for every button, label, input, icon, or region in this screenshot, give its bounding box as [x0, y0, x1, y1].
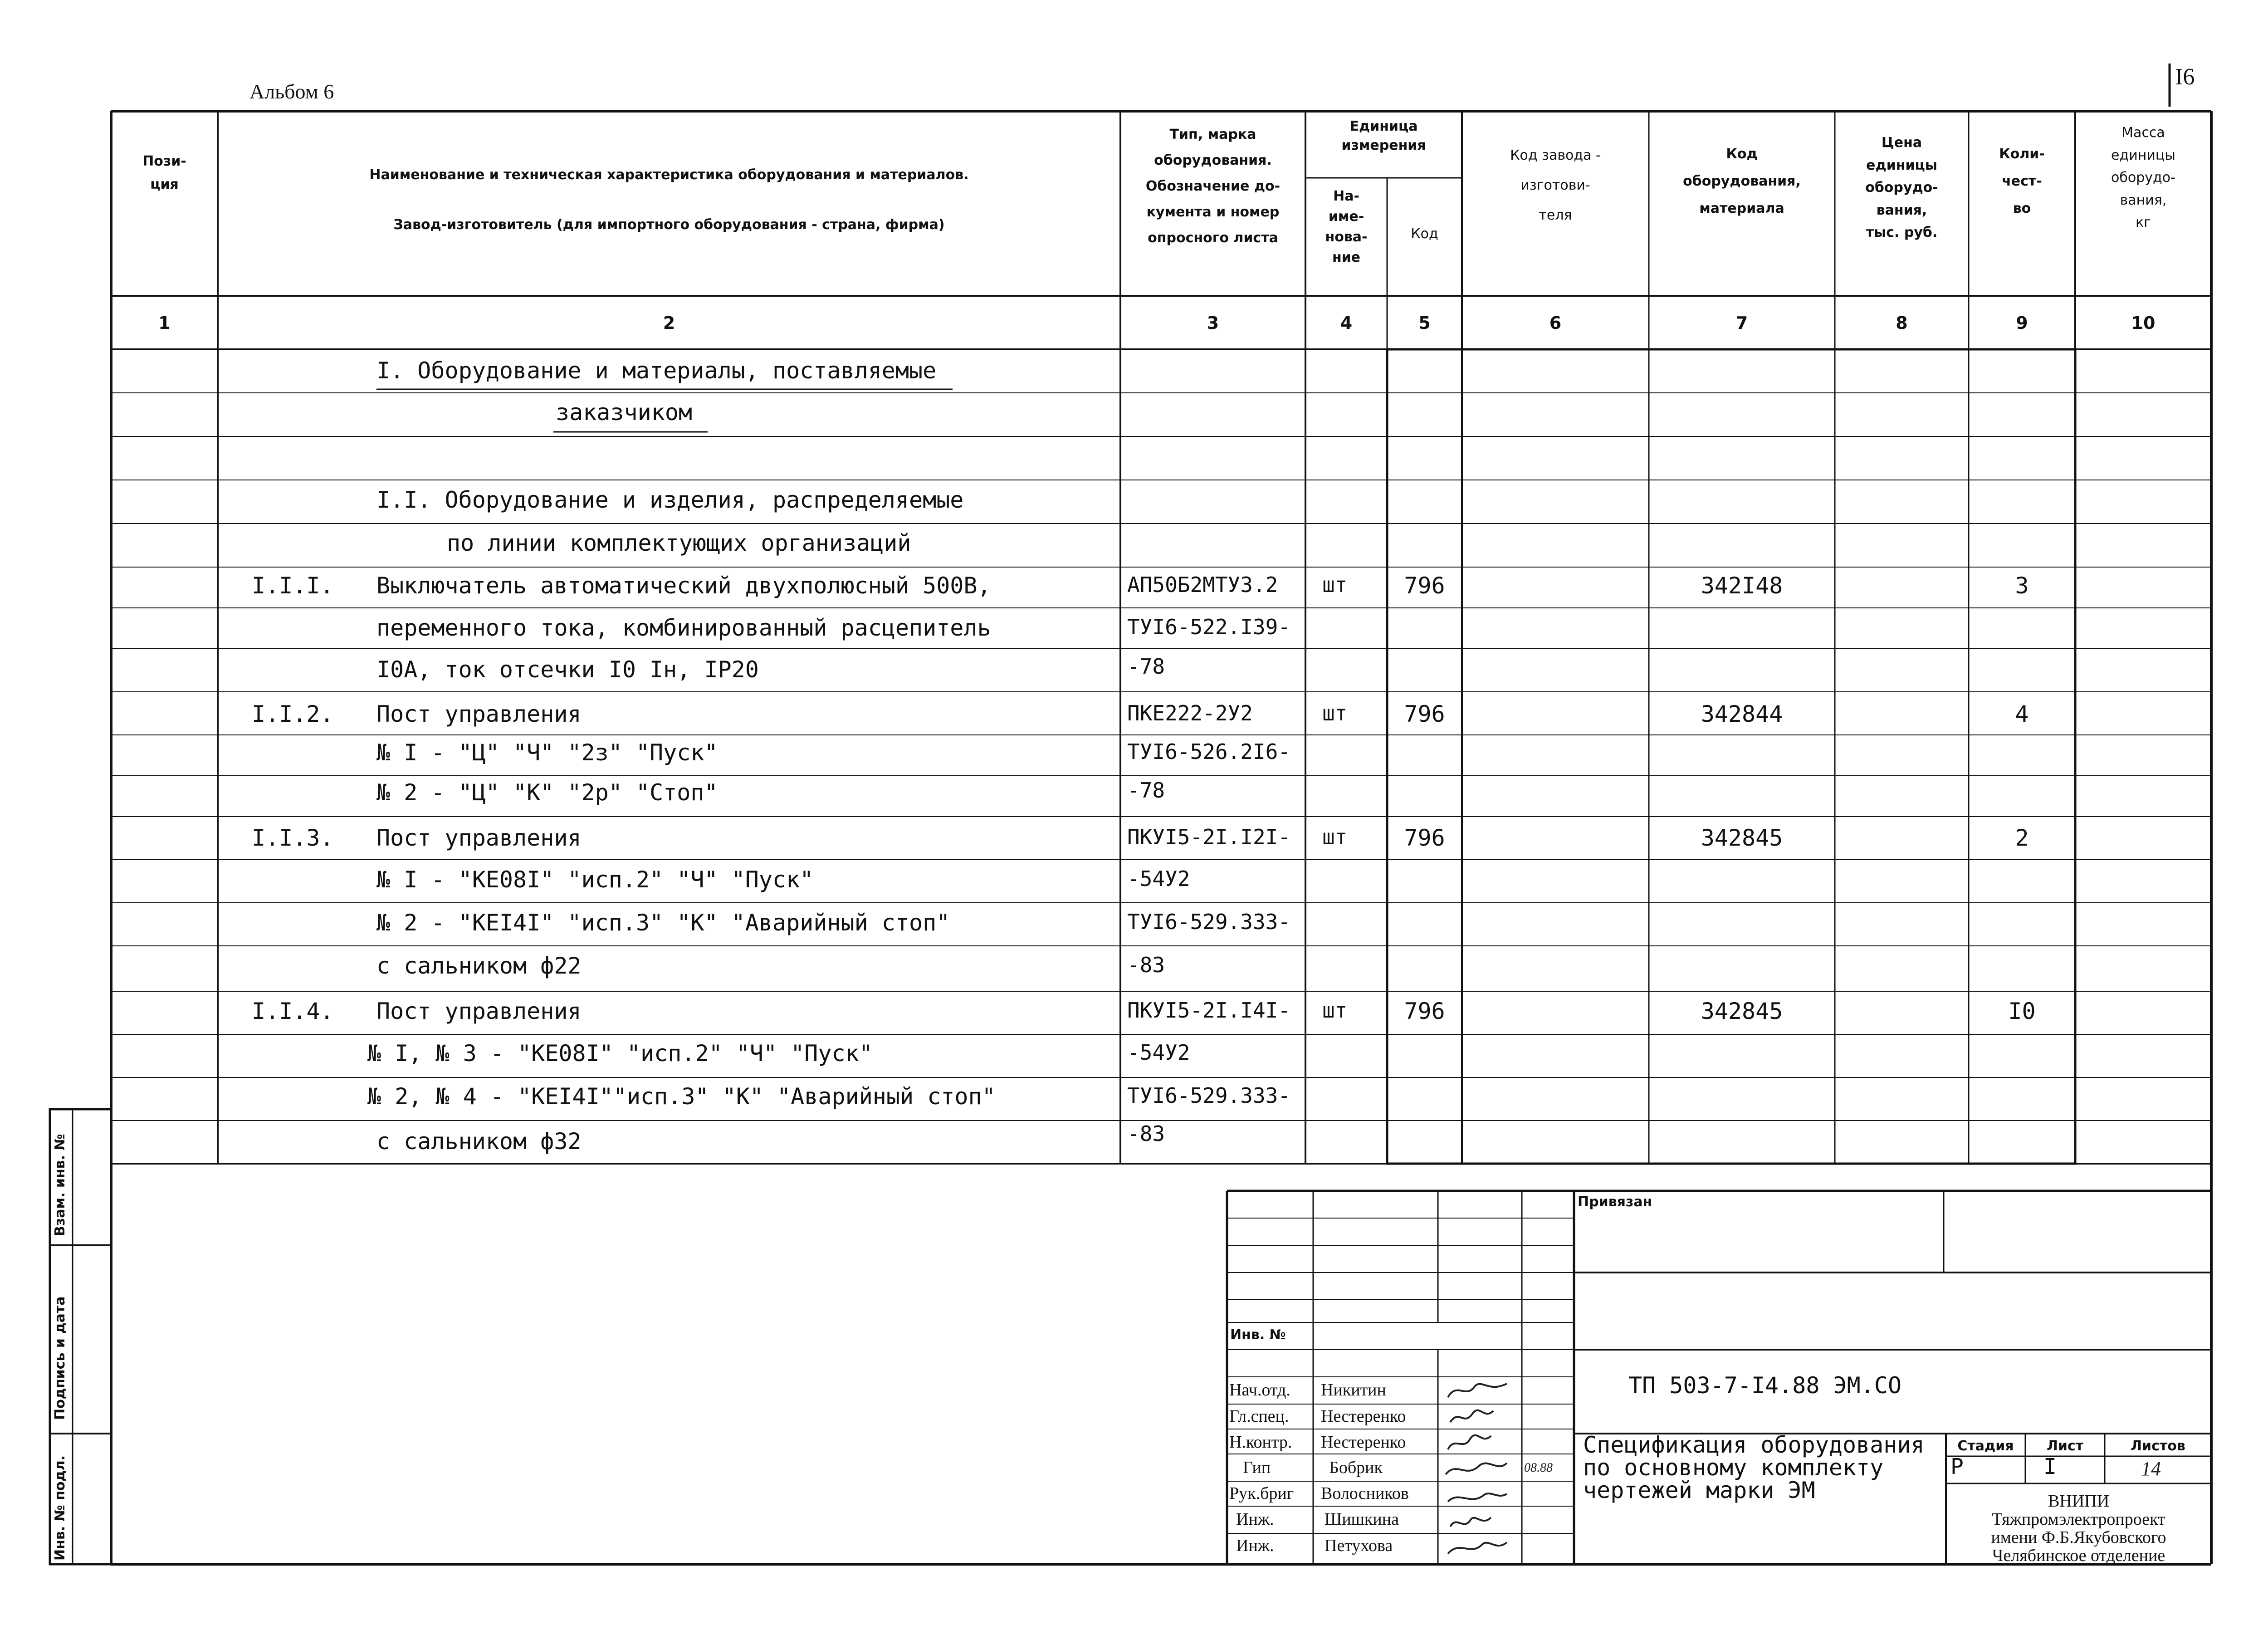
row-position: I.I.2. [252, 701, 334, 727]
row-type: -54У2 [1127, 866, 1190, 891]
row-unit-code: 796 [1404, 998, 1445, 1024]
row-type: ТУI6-529.333- [1127, 1083, 1291, 1108]
row-unit-code: 796 [1404, 573, 1445, 599]
row-position: I.I.4. [252, 998, 334, 1024]
row-unit-code: 796 [1404, 701, 1445, 727]
row-name: I0А, ток отсечки I0 Iн, IP20 [376, 656, 759, 683]
row-unit-code: 796 [1404, 825, 1445, 851]
row-unit: шт [1322, 573, 1348, 597]
staff-name: Бобрик [1329, 1458, 1383, 1477]
header-equipment-code: Код оборудования, материала [1683, 146, 1801, 216]
privyazan-label: Привязан [1578, 1194, 1652, 1210]
staff-name: Нестеренко [1321, 1407, 1406, 1426]
staff-name: Волосников [1321, 1484, 1409, 1503]
row-quantity: 2 [2015, 825, 2029, 851]
row-equipment-code: 342845 [1701, 825, 1783, 851]
row-name: переменного тока, комбинированный расцепитель [376, 615, 991, 641]
col-number: 1 [158, 313, 171, 333]
row-position: I.I.I. [252, 573, 334, 599]
stamp-original-inv: Инв. № подл. [52, 1455, 68, 1561]
header-unit: Единица измерения [1341, 118, 1426, 153]
row-name: Выключатель автоматический двухполюсный 500В, [376, 573, 991, 599]
signature-date: 08.88 [1524, 1461, 1553, 1475]
row-type: -78 [1127, 654, 1165, 679]
col-number: 4 [1340, 313, 1353, 333]
staff-name: Шишкина [1325, 1510, 1399, 1529]
row-type: ПКУI5-2I.I4I- [1127, 998, 1291, 1023]
sheet-value: I [2043, 1454, 2057, 1479]
sheet-label: Лист [2046, 1438, 2084, 1454]
sheet-number: I6 [2175, 64, 2195, 90]
row-type: АП50Б2МТУЗ.2 [1127, 573, 1278, 597]
section-title: I. Оборудование и материалы, поставляемые [376, 357, 937, 384]
row-name: № I - "КЕ08I" "исп.2" "Ч" "Пуск" [376, 866, 814, 893]
row-type: ПКЕ222-2У2 [1127, 701, 1253, 725]
stage-value: Р [1950, 1454, 1964, 1479]
row-unit: шт [1322, 701, 1348, 725]
row-type: -78 [1127, 778, 1165, 803]
row-name: № I - "Ц" "Ч" "2з" "Пуск" [376, 739, 718, 766]
col-number: 5 [1418, 313, 1431, 333]
row-name: № 2, № 4 - "КЕI4I""исп.3" "К" "Аварийный стоп" [367, 1083, 996, 1110]
row-quantity: I0 [2008, 998, 2036, 1024]
header-name-line1: Наименование и техническая характеристика оборудования и материалов. [369, 167, 969, 183]
stamp-signature-date: Подпись и дата [52, 1296, 68, 1420]
row-position: I.I.3. [252, 825, 334, 851]
row-type: ТУI6-522.I39- [1127, 615, 1291, 639]
row-unit: шт [1322, 998, 1348, 1023]
signature-scribbles [1439, 1377, 1522, 1563]
row-unit: шт [1322, 825, 1348, 849]
staff-role: Инж. [1236, 1536, 1274, 1555]
col-number: 3 [1207, 313, 1219, 333]
col-number: 7 [1735, 313, 1748, 333]
organization: ВНИПИ Тяжпромэлектропроект имени Ф.Б.Якубовского Челябинское отделение [1991, 1492, 2166, 1565]
sheets-value: 14 [2141, 1458, 2161, 1480]
staff-role: Рук.бриг [1229, 1484, 1294, 1503]
row-type: ПКУI5-2I.I2I- [1127, 825, 1291, 849]
row-type: ТУI6-526.2I6- [1127, 739, 1291, 764]
row-name: № I, № 3 - "КЕ08I" "исп.2" "Ч" "Пуск" [367, 1040, 873, 1067]
stamp-replacement-inv: Взам. инв. № [52, 1134, 68, 1236]
album-label: Альбом 6 [249, 80, 334, 103]
row-quantity: 4 [2015, 701, 2029, 727]
staff-role: Гл.спец. [1229, 1407, 1289, 1426]
header-unit-name: На- име- нова- ние [1325, 188, 1368, 265]
subsection-title: I.I. Оборудование и изделия, распределяемые [376, 487, 964, 513]
subsection-title: по линии комплектующих организаций [447, 530, 911, 556]
col-number: 10 [2131, 313, 2156, 333]
row-name: № 2 - "Ц" "К" "2р" "Стоп" [376, 779, 718, 806]
row-name: с сальником ф32 [376, 1128, 582, 1155]
header-mass: Масса единицы оборудо- вания, кг [2111, 125, 2175, 230]
row-equipment-code: 342845 [1701, 998, 1783, 1024]
header-name-line2: Завод-изготовитель (для импортного оборудования - страна, фирма) [393, 217, 945, 233]
stage-label: Стадия [1957, 1438, 2014, 1454]
staff-name: Петухова [1325, 1536, 1393, 1555]
col-number: 2 [663, 313, 675, 333]
row-name: Пост управления [376, 825, 582, 851]
header-factory-code: Код завода - изготови- теля [1510, 147, 1601, 223]
header-quantity: Коли- чест- во [1999, 146, 2045, 216]
row-name: Пост управления [376, 998, 582, 1024]
staff-role: Нач.отд. [1229, 1380, 1290, 1400]
row-type: -83 [1127, 953, 1165, 977]
inventory-label: Инв. № [1230, 1327, 1286, 1343]
header-unit-code: Код [1411, 226, 1438, 242]
col-number: 8 [1896, 313, 1908, 333]
header-type: Тип, марка оборудования. Обозначение до- кумента и номер опросного листа [1145, 127, 1281, 246]
col-number: 9 [2016, 313, 2028, 333]
header-position: Пози- ция [142, 153, 186, 192]
row-type: -54У2 [1127, 1040, 1190, 1065]
row-name: № 2 - "КЕI4I" "исп.3" "К" "Аварийный стоп" [376, 910, 950, 936]
row-quantity: 3 [2015, 573, 2029, 599]
sheets-label: Листов [2131, 1438, 2185, 1454]
staff-name: Никитин [1321, 1380, 1386, 1400]
row-equipment-code: 342844 [1701, 701, 1783, 727]
row-type: ТУI6-529.333- [1127, 910, 1291, 934]
staff-name: Нестеренко [1321, 1433, 1406, 1452]
row-type: -83 [1127, 1121, 1165, 1146]
header-price: Цена единицы оборудо- вания, тыс. руб. [1865, 135, 1938, 240]
staff-role: Н.контр. [1229, 1433, 1292, 1452]
staff-role: Инж. [1236, 1510, 1274, 1529]
document-title: Спецификация оборудования по основному комплекту чертежей марки ЭМ [1583, 1432, 1925, 1503]
staff-role: Гип [1243, 1458, 1271, 1477]
document-code: ТП 503-7-I4.88 ЭМ.СО [1628, 1372, 1902, 1399]
section-title: заказчиком [556, 399, 693, 426]
row-name: с сальником ф22 [376, 953, 582, 979]
row-equipment-code: 342I48 [1701, 573, 1783, 599]
row-name: Пост управления [376, 701, 582, 727]
col-number: 6 [1549, 313, 1562, 333]
